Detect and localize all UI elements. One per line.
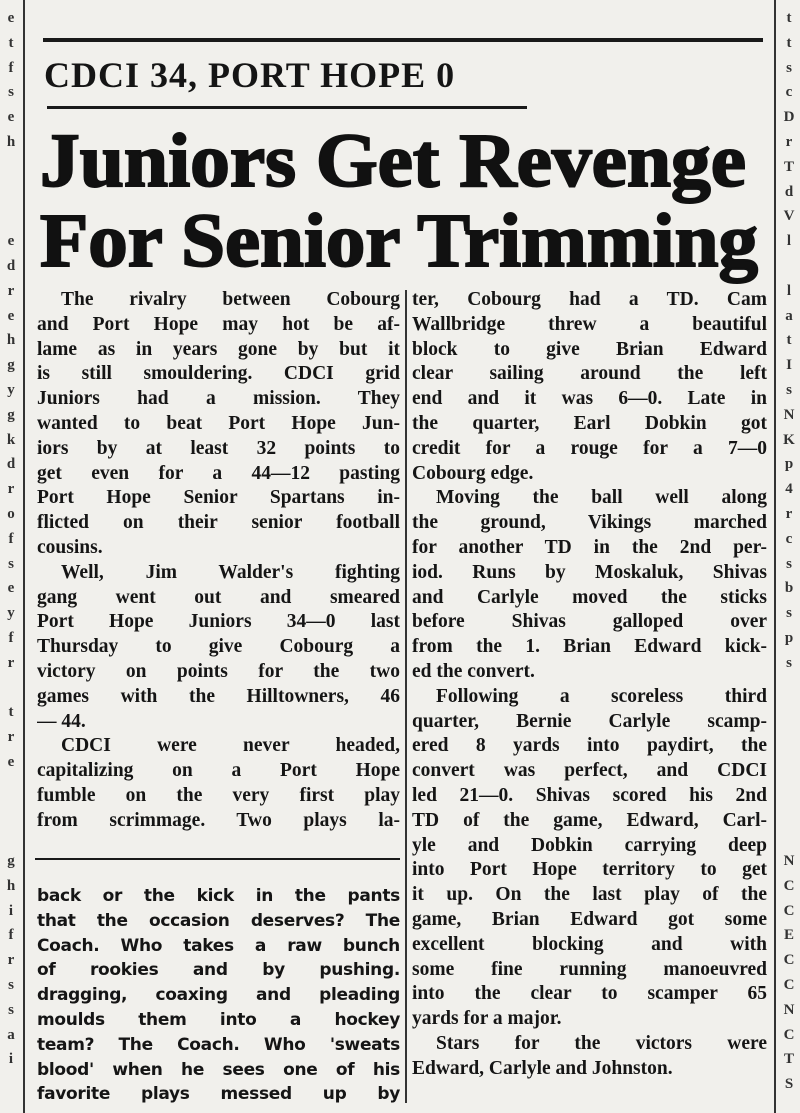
margin-letter: t <box>786 34 792 51</box>
text-line: Juniors had a mission. They <box>37 388 400 410</box>
text-line: for another TD in the 2nd per- <box>412 536 767 558</box>
margin-letter: d <box>6 257 16 274</box>
text-line: before Shivas galloped over <box>412 611 767 633</box>
text-line: is still smouldering. CDCI grid <box>37 363 400 385</box>
margin-letter <box>782 775 796 800</box>
margin-letter: f <box>8 927 14 944</box>
margin-letter <box>4 800 18 825</box>
margin-letter: t <box>8 704 14 721</box>
text-line: Thursday to give Cobourg a <box>37 636 400 658</box>
text-line: convert was perfect, and CDCI <box>412 760 767 782</box>
margin-letter: K <box>783 431 795 448</box>
column-divider <box>405 290 407 1103</box>
text-line: and Port Hope may hot be af- <box>37 313 400 335</box>
margin-letter: C <box>783 1026 795 1043</box>
margin-letter: r <box>7 282 15 299</box>
margin-letter: e <box>7 109 15 126</box>
margin-letter: a <box>7 1026 15 1043</box>
text-line: moulds them into a hockey <box>37 1009 400 1030</box>
margin-letter: V <box>783 208 795 225</box>
text-line: Stars for the victors were <box>436 1032 767 1054</box>
text-line: Edward, Carlyle and Johnston. <box>412 1057 673 1079</box>
margin-letter: y <box>7 381 15 398</box>
margin-letter: p <box>784 456 794 473</box>
text-line: clear sailing around the left <box>412 363 767 385</box>
text-line: Port Hope Senior Spartans in- <box>37 487 400 509</box>
text-line: game, Brian Edward got some <box>412 908 767 930</box>
margin-letter: s <box>8 84 14 101</box>
margin-letter: t <box>786 332 792 349</box>
text-line: end and it was 6—0. Late in <box>412 388 767 410</box>
text-line: yle and Dobkin carrying deep <box>412 834 767 856</box>
text-line: gang went out and smeared <box>37 586 400 608</box>
margin-letter: c <box>785 84 793 101</box>
text-line: back or the kick in the pants <box>37 886 400 906</box>
margin-letter <box>782 800 796 825</box>
text-line: wanted to beat Port Hope Jun- <box>37 412 400 434</box>
margin-letter <box>782 676 796 701</box>
text-line: Cobourg edge. <box>412 462 534 484</box>
margin-letter: h <box>6 877 16 894</box>
margin-letter: 4 <box>785 481 793 498</box>
text-line: team? The Coach. Who 'sweats <box>37 1034 400 1055</box>
text-line: cousins. <box>37 536 103 558</box>
margin-letter: N <box>783 406 795 423</box>
text-line: the quarter, Earl Dobkin got <box>412 412 767 434</box>
text-line: excellent blocking and with <box>412 933 767 955</box>
text-line: of rookies and by pushing. <box>37 960 400 981</box>
margin-letter <box>782 725 796 750</box>
margin-letter: N <box>783 853 795 870</box>
margin-letter: C <box>783 877 795 894</box>
margin-letter: b <box>784 580 794 597</box>
margin-letter: s <box>8 555 14 572</box>
text-line: credit for a rouge for a 7—0 <box>412 437 767 459</box>
margin-letter: i <box>8 1051 14 1068</box>
margin-letter: s <box>8 977 14 994</box>
text-line: Coach. Who takes a raw bunch <box>37 935 400 956</box>
text-line: favorite plays messed up by <box>37 1084 400 1105</box>
text-line: some fine running manoeuvred <box>412 958 767 980</box>
margin-letter <box>782 750 796 775</box>
margin-letter: T <box>783 1051 794 1068</box>
text-line: iod. Runs by Moskaluk, Shivas <box>412 561 767 583</box>
margin-letter: c <box>785 530 793 547</box>
margin-letter: f <box>8 629 14 646</box>
text-line: — 44. <box>37 710 86 732</box>
text-line: block to give Brian Edward <box>412 338 767 360</box>
margin-letter: s <box>786 555 792 572</box>
margin-letter: e <box>7 753 15 770</box>
text-line: fumble on the very first play <box>37 784 400 806</box>
margin-letter: d <box>784 183 794 200</box>
adjacent-article-column <box>37 884 400 1107</box>
headline-top-rule <box>43 38 763 42</box>
text-line: from the 1. Brian Edward kick- <box>412 636 767 658</box>
text-line: get even for a 44—12 pasting <box>37 462 400 484</box>
text-line: ered 8 yards into paydirt, the <box>412 735 767 757</box>
margin-letter: C <box>783 977 795 994</box>
margin-letter: r <box>7 481 15 498</box>
text-line: into Port Hope territory to get <box>412 859 767 881</box>
margin-letter: N <box>783 1001 795 1018</box>
margin-letter <box>782 824 796 849</box>
text-line: Port Hope Juniors 34—0 last <box>37 611 400 633</box>
article-column-left <box>37 288 400 834</box>
margin-letter: h <box>6 332 16 349</box>
text-line: into the clear to scamper 65 <box>412 983 767 1005</box>
margin-letter: l <box>786 282 792 299</box>
text-line: led 21—0. Shivas scored his 2nd <box>412 784 767 806</box>
margin-letter: r <box>7 952 15 969</box>
text-line: Following a scoreless third <box>436 685 767 707</box>
text-line: Well, Jim Walder's fighting <box>61 561 400 583</box>
margin-letter: s <box>786 59 792 76</box>
margin-letter: s <box>786 381 792 398</box>
margin-letter: C <box>783 902 795 919</box>
margin-letter: I <box>786 357 792 374</box>
text-line: lame as in years gone by but it <box>37 338 400 360</box>
kicker-score: CDCI 34, PORT HOPE 0 <box>44 55 456 95</box>
text-line: victory on points for the two <box>37 660 400 682</box>
margin-letter: E <box>783 927 794 944</box>
text-line: ed the convert. <box>412 660 535 682</box>
margin-letter: r <box>7 729 15 746</box>
margin-letter: t <box>786 10 792 26</box>
margin-letter: e <box>7 307 15 324</box>
margin-letter: r <box>7 654 15 671</box>
margin-letter: g <box>7 357 15 374</box>
margin-letter: t <box>8 34 14 51</box>
text-line: it up. On the last play of the <box>412 884 767 906</box>
headline-line-2: For Senior Trimming <box>40 199 759 283</box>
margin-letter <box>4 775 18 800</box>
text-line: capitalizing on a Port Hope <box>37 760 400 782</box>
margin-letter: s <box>786 654 792 671</box>
headline-line-1: Juniors Get Revenge <box>40 120 746 203</box>
text-line: The rivalry between Cobourg <box>61 289 400 310</box>
text-line: quarter, Bernie Carlyle scamp- <box>412 710 767 732</box>
margin-letter: p <box>784 629 794 646</box>
margin-letter: d <box>6 456 16 473</box>
margin-letter: e <box>7 10 15 26</box>
text-line: blood' when he sees one of his <box>37 1059 400 1080</box>
margin-letter: k <box>6 431 16 448</box>
margin-letter: s <box>8 1001 14 1018</box>
margin-letter: l <box>786 233 792 250</box>
margin-letter <box>4 824 18 849</box>
text-line: the ground, Vikings marched <box>412 512 767 534</box>
margin-letter: r <box>785 505 793 522</box>
margin-letter <box>4 676 18 701</box>
text-line: flicted on their senior football <box>37 512 400 534</box>
margin-letter: o <box>7 505 15 522</box>
headline <box>0 120 800 290</box>
margin-letter: S <box>784 1076 794 1093</box>
column-section-rule <box>35 858 400 860</box>
text-line: iors by at least 32 points to <box>37 437 400 459</box>
text-line: that the occasion deserves? The <box>37 910 400 931</box>
margin-letter: i <box>8 902 14 919</box>
margin-letter: g <box>7 406 15 423</box>
text-line: and Carlyle moved the sticks <box>412 586 767 608</box>
margin-letter: y <box>7 605 15 622</box>
text-line: ter, Cobourg had a TD. Cam <box>412 289 767 310</box>
text-line: Wallbridge threw a beautiful <box>412 313 767 335</box>
margin-letter: g <box>7 853 15 870</box>
margin-letter: e <box>7 580 15 597</box>
text-line: from scrimmage. Two plays la- <box>37 809 400 831</box>
text-line: yards for a major. <box>412 1008 562 1030</box>
margin-letter <box>782 700 796 725</box>
margin-letter: f <box>8 530 14 547</box>
text-line: Moving the ball well along <box>436 487 767 509</box>
text-line: CDCI were never headed, <box>61 735 400 757</box>
margin-letter: C <box>783 952 795 969</box>
kicker-underline <box>47 106 527 109</box>
margin-letter: T <box>783 158 794 175</box>
margin-letter: e <box>7 233 15 250</box>
text-line: TD of the game, Edward, Carl- <box>412 809 767 831</box>
margin-letter: f <box>8 59 14 76</box>
article-column-right <box>412 288 767 1082</box>
text-line: games with the Hilltowners, 46 <box>37 685 400 707</box>
margin-letter: s <box>786 605 792 622</box>
margin-letter: D <box>783 109 795 126</box>
margin-letter: h <box>6 133 16 150</box>
text-line: dragging, coaxing and pleading <box>37 985 400 1006</box>
margin-letter: r <box>785 133 793 150</box>
margin-letter: a <box>785 307 793 324</box>
